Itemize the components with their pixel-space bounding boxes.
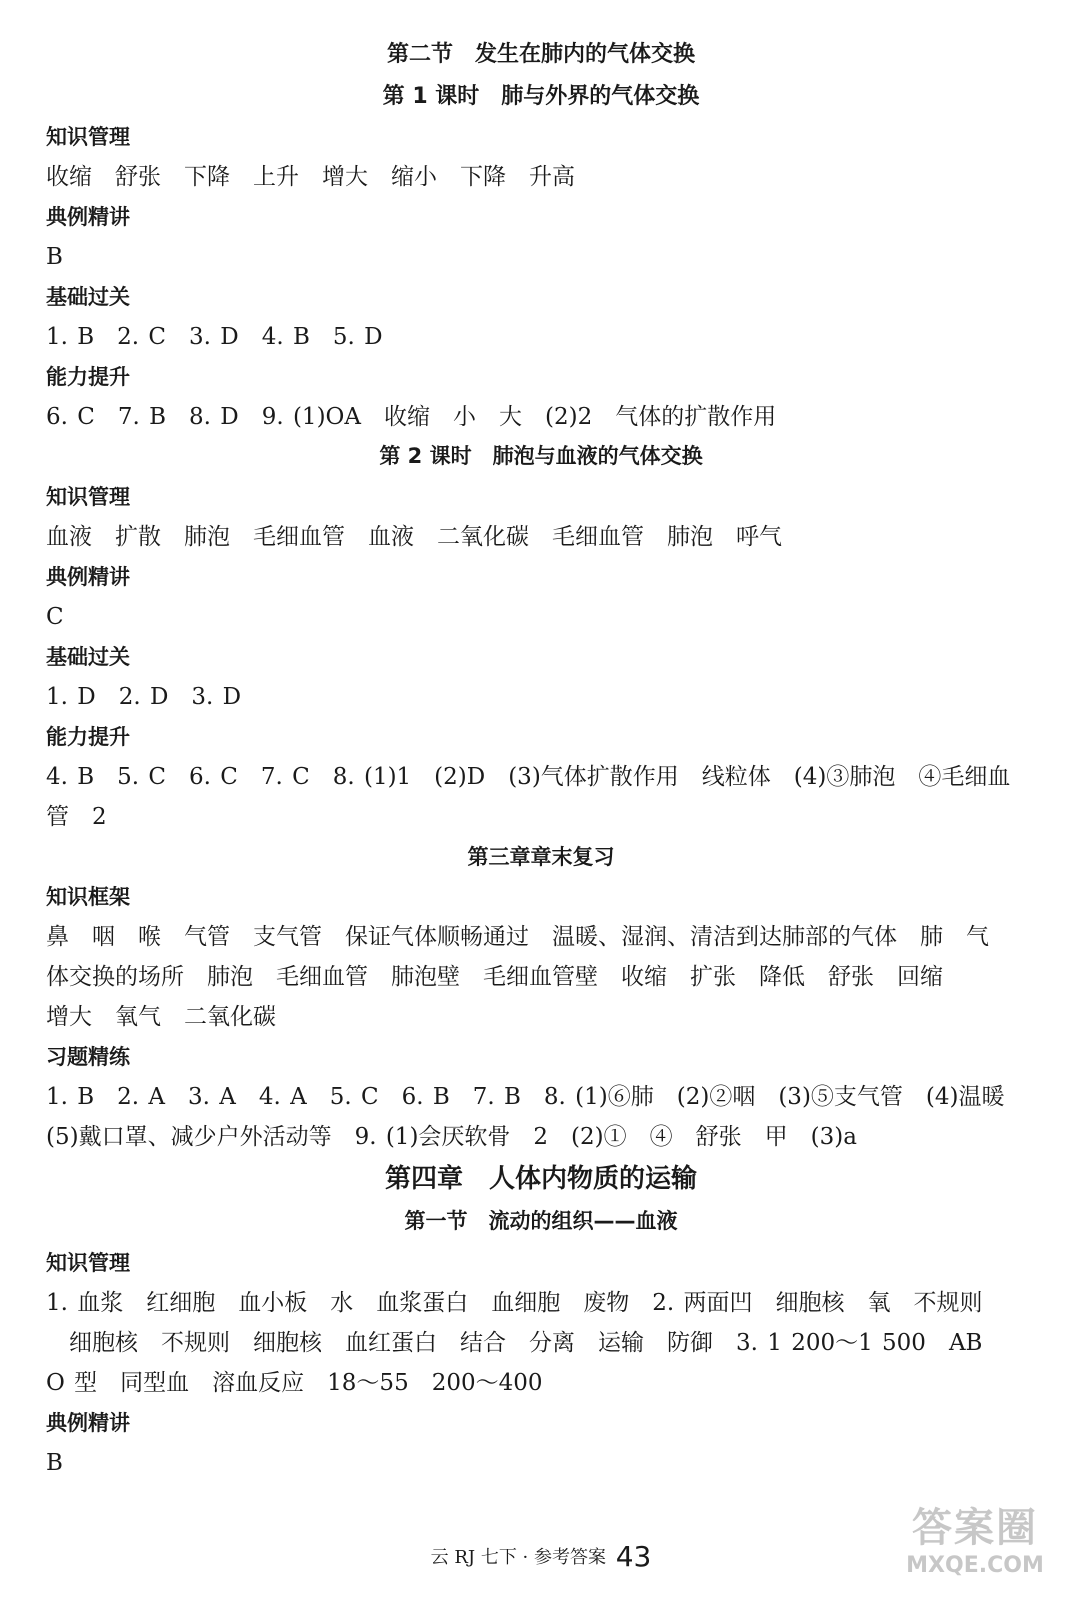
footer-label: 云 RJ 七下 · 参考答案 [430,1547,606,1568]
section-heading: 知识管理 [46,485,130,509]
page-number: 43 [615,1540,652,1573]
section-heading: 知识管理 [46,125,130,149]
chapter-title: 第一节 流动的组织——血液 [404,1209,678,1233]
watermark-logo: 答案圈 [912,1505,1038,1551]
answer-line: 1. D 2. D 3. D [46,684,242,710]
answer-line: 细胞核 不规则 细胞核 血红蛋白 结合 分离 运输 防御 3. 1 200～1 500 AB [46,1330,983,1356]
section-heading: 知识管理 [46,1251,130,1275]
chapter-title: 第 2 课时 肺泡与血液的气体交换 [379,444,703,468]
section-heading: 典例精讲 [46,205,130,229]
answer-line: O 型 同型血 溶血反应 18～55 200～400 [46,1370,543,1396]
chapter-title: 第四章 人体内物质的运输 [384,1164,697,1194]
answer-line: 4. B 5. C 6. C 7. C 8. (1)1 (2)D (3)气体扩散作用 线粒体 (4)③肺泡 ④毛细血 [46,764,1011,790]
answer-line: (5)戴口罩、减少户外活动等 9. (1)会厌软骨 2 (2)① ④ 舒张 甲 (3)a [46,1124,857,1150]
answer-line: 体交换的场所 肺泡 毛细血管 肺泡壁 毛细血管壁 收缩 扩张 降低 舒张 回缩 [46,964,943,990]
chapter-title: 第二节 发生在肺内的气体交换 [386,42,695,67]
answer-line: 管 2 [46,804,107,830]
answer-line: C [46,604,64,630]
chapter-title: 第三章章末复习 [467,845,615,869]
section-heading: 基础过关 [46,645,130,669]
answer-line: B [46,1450,63,1476]
answer-line: 增大 氧气 二氧化碳 [46,1004,276,1030]
section-heading: 能力提升 [46,725,130,749]
section-heading: 能力提升 [46,365,130,389]
answer-line: 1. 血浆 红细胞 血小板 水 血浆蛋白 血细胞 废物 2. 两面凹 细胞核 氧 不规则 [46,1290,983,1316]
answer-line: B [46,244,63,270]
chapter-title: 第 1 课时 肺与外界的气体交换 [382,84,700,109]
section-heading: 基础过关 [46,285,130,309]
answer-line: 收缩 舒张 下降 上升 增大 缩小 下降 升高 [46,164,575,190]
section-heading: 知识框架 [46,885,130,909]
section-heading: 习题精练 [46,1045,130,1069]
answer-line: 1. B 2. C 3. D 4. B 5. D [46,324,383,350]
section-heading: 典例精讲 [46,565,130,589]
watermark-domain: MXQE.COM [906,1553,1044,1578]
answer-line: 6. C 7. B 8. D 9. (1)OA 收缩 小 大 (2)2 气体的扩散作用 [46,404,777,430]
answer-line: 鼻 咽 喉 气管 支气管 保证气体顺畅通过 温暖、湿润、清洁到达肺部的气体 肺 气 [46,924,989,950]
answer-line: 1. B 2. A 3. A 4. A 5. C 6. B 7. B 8. (1)⑥肺 (2)②咽 (3)⑤支气管 (4)温暖 [46,1084,1005,1110]
watermark [890,1496,1060,1592]
section-heading: 典例精讲 [46,1411,130,1435]
answer-line: 血液 扩散 肺泡 毛细血管 血液 二氧化碳 毛细血管 肺泡 呼气 [46,524,782,550]
